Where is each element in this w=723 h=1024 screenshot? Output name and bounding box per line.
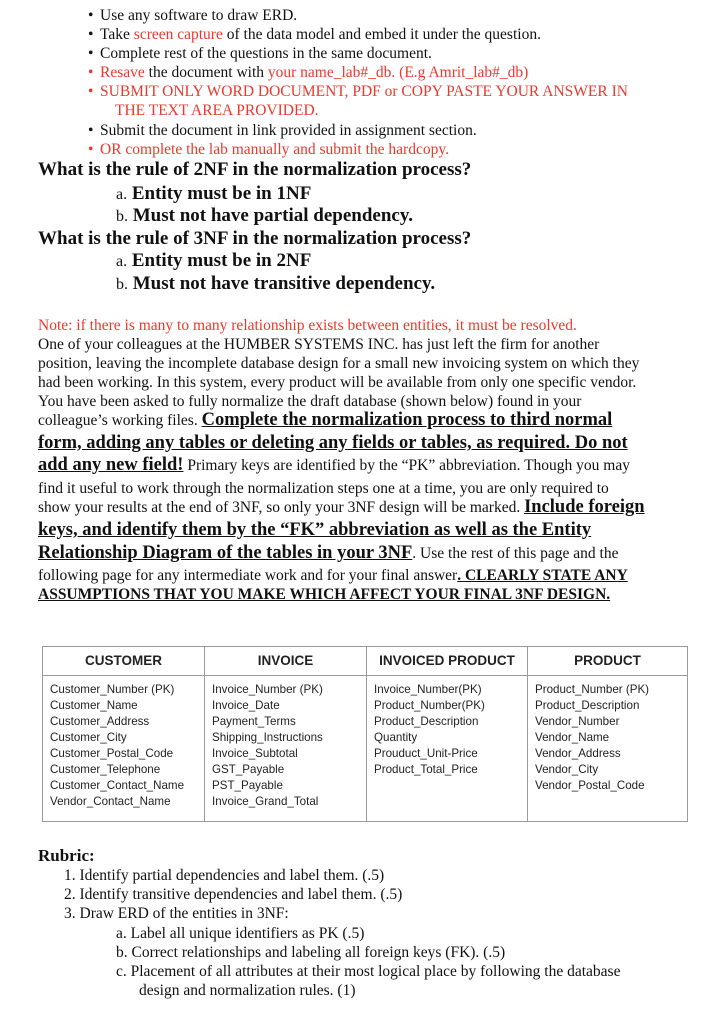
entity-field: Product_Number(PK) [374, 699, 485, 712]
entity-field: Vendor_Number [535, 715, 620, 728]
entity-invoice [205, 647, 367, 821]
answer-2nf-a: a. Entity must be in 1NF [116, 183, 312, 204]
entity-field: Vendor_Address [535, 747, 621, 760]
entity-field: Invoice_Grand_Total [212, 795, 319, 808]
entity-field: Vendor_Name [535, 731, 610, 744]
entity-header: CUSTOMER [43, 647, 204, 676]
entity-field: Shipping_Instructions [212, 731, 323, 744]
instruction-5-continued: THE TEXT AREA PROVIDED. [115, 102, 319, 119]
entity-field: Invoice_Date [212, 699, 280, 712]
entity-field: Invoice_Number(PK) [374, 683, 482, 696]
entity-field: Customer_Postal_Code [50, 747, 174, 760]
answer-3nf-b: b. Must not have transitive dependency. [116, 273, 436, 294]
body-line: had been working. In this system, every product will be available from only one specific vendor. [38, 374, 637, 391]
instruction-1: • Use any software to draw ERD. [88, 7, 298, 24]
entity-field: Payment_Terms [212, 715, 296, 728]
entity-header: PRODUCT [528, 647, 687, 676]
entity-field: Invoice_Subtotal [212, 747, 298, 760]
instruction-4: • Resave the document with your name_lab#_db. (E.g Amrit_lab#_db) [88, 64, 529, 81]
body-line: add any new field! Primary keys are identified by the “PK” abbreviation. Though you may [38, 455, 630, 475]
entity-field: Customer_Name [50, 699, 138, 712]
entity-field: Vendor_Postal_Code [535, 779, 645, 792]
body-line: form, adding any tables or deleting any fields or tables, as required. Do not [38, 433, 628, 453]
entity-field: Customer_Address [50, 715, 150, 728]
answer-2nf-b: b. Must not have partial dependency. [116, 205, 414, 226]
entity-field: Product_Number (PK) [535, 683, 650, 696]
instruction-3: • Complete rest of the questions in the same document. [88, 45, 432, 62]
entity-field: Customer_Number (PK) [50, 683, 175, 696]
instruction-6: • Submit the document in link provided in assignment section. [88, 122, 477, 139]
rubric-item-3a: a. Label all unique identifiers as PK (.5) [116, 925, 365, 942]
rubric-item-1: 1. Identify partial dependencies and label them. (.5) [64, 867, 385, 884]
entity-invoiced-product [367, 647, 528, 821]
entity-field: Vendor_City [535, 763, 599, 776]
entity-field: Quantity [374, 731, 418, 744]
entity-field: Customer_Contact_Name [50, 779, 185, 792]
entity-customer [43, 647, 205, 821]
body-line: position, leaving the incomplete database design for a small new invoicing system on which they [38, 355, 640, 372]
instruction-2: • Take screen capture of the data model and embed it under the question. [88, 26, 541, 43]
entity-field: Invoice_Number (PK) [212, 683, 323, 696]
rubric-item-3: 3. Draw ERD of the entities in 3NF: [64, 905, 289, 922]
instruction-5: • SUBMIT ONLY WORD DOCUMENT, PDF or COPY PASTE YOUR ANSWER IN [88, 83, 628, 100]
question-3nf: What is the rule of 3NF in the normalization process? [38, 228, 472, 249]
entity-header: INVOICED PRODUCT [367, 647, 527, 676]
body-line: colleague’s working files. Complete the normalization process to third normal [38, 410, 613, 430]
entity-header: INVOICE [205, 647, 366, 676]
body-line: keys, and identify them by the “FK” abbreviation as well as the Entity [38, 520, 592, 540]
answer-3nf-a: a. Entity must be in 2NF [116, 250, 312, 271]
body-line: show your results at the end of 3NF, so only your 3NF design will be marked. Include foreign [38, 497, 645, 517]
note-text: Note: if there is many to many relationship exists between entities, it must be resolved. [38, 317, 577, 334]
entity-field: Prouduct_Unit-Price [374, 747, 478, 760]
entity-field: Product_Description [374, 715, 479, 728]
entity-field: Vendor_Contact_Name [50, 795, 171, 808]
body-line: One of your colleagues at the HUMBER SYSTEMS INC. has just left the firm for another [38, 336, 600, 353]
draft-database-table [42, 646, 688, 822]
body-line: You have been asked to fully normalize the draft database (shown below) found in your [38, 393, 582, 410]
entity-field: Customer_Telephone [50, 763, 161, 776]
body-line: following page for any intermediate work and for your final answer. CLEARLY STATE ANY [38, 567, 628, 584]
rubric-item-2: 2. Identify transitive dependencies and label them. (.5) [64, 886, 403, 903]
rubric-item-3c: c. Placement of all attributes at their most logical place by following the database [116, 963, 621, 980]
entity-field: PST_Payable [212, 779, 283, 792]
entity-field: Customer_City [50, 731, 127, 744]
entity-product [528, 647, 687, 821]
body-line: Relationship Diagram of the tables in your 3NF. Use the rest of this page and the [38, 543, 619, 563]
body-line: ASSUMPTIONS THAT YOU MAKE WHICH AFFECT YOUR FINAL 3NF DESIGN. [38, 586, 611, 603]
body-line: find it useful to work through the normalization steps one at a time, you are only required to [38, 480, 609, 497]
rubric-item-3b: b. Correct relationships and labeling all foreign keys (FK). (.5) [116, 944, 506, 961]
question-2nf: What is the rule of 2NF in the normalization process? [38, 159, 472, 180]
instruction-7: • OR complete the lab manually and submit the hardcopy. [88, 141, 449, 158]
entity-field: Product_Description [535, 699, 640, 712]
rubric-item-3c-continued: design and normalization rules. (1) [139, 982, 356, 999]
entity-field: Product_Total_Price [374, 763, 478, 776]
rubric-title: Rubric: [38, 846, 95, 865]
entity-field: GST_Payable [212, 763, 285, 776]
